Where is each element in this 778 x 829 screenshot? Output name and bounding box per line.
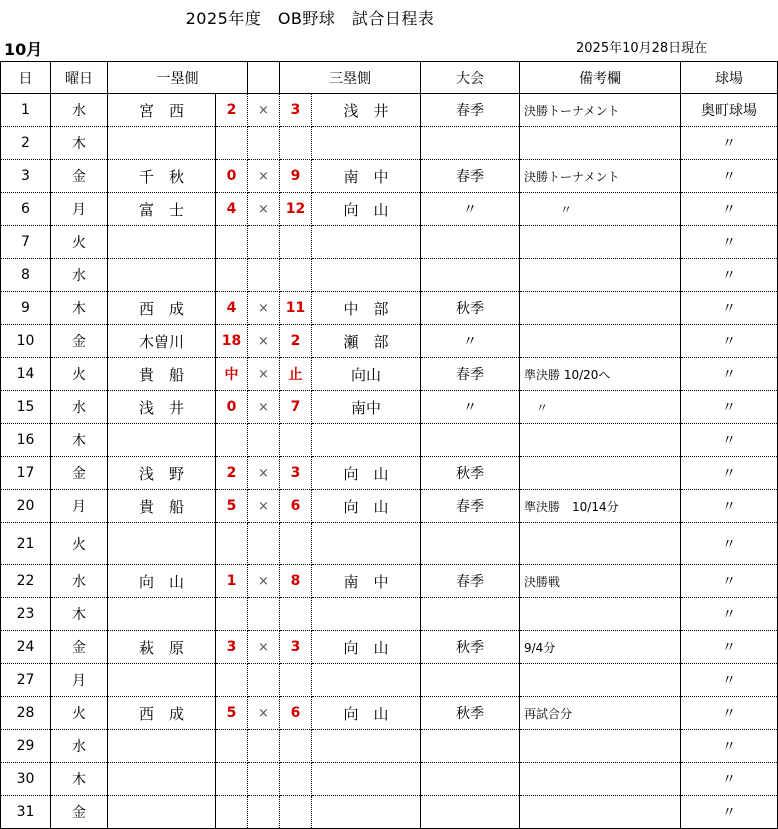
versus-mark: × xyxy=(248,697,280,730)
first-base-score: 4 xyxy=(216,292,248,325)
third-base-score: 6 xyxy=(280,697,312,730)
ballpark-cell: 〃 xyxy=(681,730,778,763)
versus-mark: × xyxy=(248,391,280,424)
first-base-team xyxy=(108,763,216,796)
third-base-score xyxy=(280,523,312,565)
third-base-score: 3 xyxy=(280,457,312,490)
table-row xyxy=(1,391,778,424)
third-base-score: 3 xyxy=(280,94,312,127)
day-cell: 3 xyxy=(1,160,51,193)
third-base-score xyxy=(280,796,312,829)
table-row xyxy=(1,631,778,664)
third-base-score: 6 xyxy=(280,490,312,523)
first-base-team xyxy=(108,664,216,697)
remarks-cell: 準決勝 10/20へ xyxy=(520,358,681,391)
first-base-score: 0 xyxy=(216,160,248,193)
header-remarks: 備考欄 xyxy=(520,62,681,94)
first-base-team xyxy=(108,127,216,160)
header-third-base: 三塁側 xyxy=(280,62,421,94)
schedule-table xyxy=(0,61,778,829)
first-base-score: 2 xyxy=(216,94,248,127)
first-base-team: 西 成 xyxy=(108,697,216,730)
weekday-cell: 水 xyxy=(51,730,108,763)
third-base-score xyxy=(280,226,312,259)
weekday-cell: 木 xyxy=(51,292,108,325)
first-base-score: 18 xyxy=(216,325,248,358)
tournament-cell: 〃 xyxy=(421,325,520,358)
first-base-score: 中 xyxy=(216,358,248,391)
versus-mark xyxy=(248,730,280,763)
weekday-cell: 金 xyxy=(51,325,108,358)
first-base-team: 富 士 xyxy=(108,193,216,226)
third-base-team: 向 山 xyxy=(312,490,421,523)
tournament-cell: 秋季 xyxy=(421,697,520,730)
tournament-cell: 秋季 xyxy=(421,292,520,325)
third-base-score xyxy=(280,127,312,160)
header-ballpark: 球場 xyxy=(681,62,778,94)
ballpark-cell: 〃 xyxy=(681,796,778,829)
table-row xyxy=(1,490,778,523)
table-row xyxy=(1,193,778,226)
table-row xyxy=(1,424,778,457)
versus-mark xyxy=(248,796,280,829)
ballpark-cell: 〃 xyxy=(681,358,778,391)
tournament-cell xyxy=(421,259,520,292)
tournament-cell xyxy=(421,763,520,796)
table-row xyxy=(1,457,778,490)
table-row xyxy=(1,358,778,391)
remarks-cell xyxy=(520,457,681,490)
versus-mark xyxy=(248,598,280,631)
third-base-team xyxy=(312,424,421,457)
tournament-cell: 秋季 xyxy=(421,457,520,490)
third-base-score: 8 xyxy=(280,565,312,598)
third-base-team: 中 部 xyxy=(312,292,421,325)
third-base-team xyxy=(312,796,421,829)
tournament-cell xyxy=(421,730,520,763)
table-row xyxy=(1,664,778,697)
remarks-cell: 決勝トーナメント xyxy=(520,94,681,127)
header-vs xyxy=(248,62,280,94)
versus-mark xyxy=(248,523,280,565)
weekday-cell: 月 xyxy=(51,664,108,697)
first-base-score: 4 xyxy=(216,193,248,226)
third-base-score xyxy=(280,424,312,457)
ballpark-cell: 〃 xyxy=(681,598,778,631)
weekday-cell: 木 xyxy=(51,424,108,457)
tournament-cell: 〃 xyxy=(421,193,520,226)
third-base-team xyxy=(312,127,421,160)
remarks-cell xyxy=(520,424,681,457)
third-base-score xyxy=(280,664,312,697)
day-cell: 10 xyxy=(1,325,51,358)
ballpark-cell: 〃 xyxy=(681,457,778,490)
table-row xyxy=(1,598,778,631)
remarks-cell: 準決勝 10/14分 xyxy=(520,490,681,523)
page-title: 2025年度 OB野球 試合日程表 xyxy=(185,9,435,28)
as-of-date: 2025年10月28日現在 xyxy=(576,41,708,56)
remarks-cell xyxy=(520,259,681,292)
versus-mark xyxy=(248,424,280,457)
table-row xyxy=(1,160,778,193)
third-base-team: 南 中 xyxy=(312,160,421,193)
weekday-cell: 火 xyxy=(51,523,108,565)
remarks-cell xyxy=(520,598,681,631)
first-base-team: 木曽川 xyxy=(108,325,216,358)
tournament-cell: 春季 xyxy=(421,565,520,598)
versus-mark: × xyxy=(248,292,280,325)
ballpark-cell: 〃 xyxy=(681,193,778,226)
table-row xyxy=(1,226,778,259)
remarks-cell xyxy=(520,226,681,259)
first-base-team xyxy=(108,796,216,829)
third-base-team xyxy=(312,763,421,796)
first-base-team xyxy=(108,730,216,763)
ballpark-cell: 奥町球場 xyxy=(681,94,778,127)
ballpark-cell: 〃 xyxy=(681,631,778,664)
versus-mark xyxy=(248,664,280,697)
first-base-score xyxy=(216,127,248,160)
weekday-cell: 木 xyxy=(51,763,108,796)
day-cell: 17 xyxy=(1,457,51,490)
remarks-cell: 9/4分 xyxy=(520,631,681,664)
first-base-team: 浅 井 xyxy=(108,391,216,424)
remarks-cell: 決勝戦 xyxy=(520,565,681,598)
third-base-team xyxy=(312,730,421,763)
first-base-score xyxy=(216,730,248,763)
first-base-team: 西 成 xyxy=(108,292,216,325)
third-base-team xyxy=(312,523,421,565)
remarks-cell xyxy=(520,292,681,325)
tournament-cell xyxy=(421,127,520,160)
third-base-team xyxy=(312,664,421,697)
versus-mark: × xyxy=(248,160,280,193)
day-cell: 14 xyxy=(1,358,51,391)
third-base-team xyxy=(312,598,421,631)
versus-mark: × xyxy=(248,94,280,127)
versus-mark xyxy=(248,127,280,160)
third-base-score: 3 xyxy=(280,631,312,664)
versus-mark: × xyxy=(248,193,280,226)
ballpark-cell: 〃 xyxy=(681,523,778,565)
tournament-cell xyxy=(421,664,520,697)
tournament-cell: 秋季 xyxy=(421,631,520,664)
header-weekday: 曜日 xyxy=(51,62,108,94)
ballpark-cell: 〃 xyxy=(681,226,778,259)
day-cell: 15 xyxy=(1,391,51,424)
third-base-team: 向山 xyxy=(312,358,421,391)
first-base-score xyxy=(216,523,248,565)
third-base-score xyxy=(280,763,312,796)
table-row xyxy=(1,523,778,565)
table-row xyxy=(1,796,778,829)
versus-mark xyxy=(248,763,280,796)
weekday-cell: 水 xyxy=(51,391,108,424)
remarks-cell xyxy=(520,523,681,565)
third-base-score: 止 xyxy=(280,358,312,391)
versus-mark: × xyxy=(248,325,280,358)
third-base-score xyxy=(280,730,312,763)
remarks-cell: 〃 xyxy=(520,193,681,226)
day-cell: 23 xyxy=(1,598,51,631)
third-base-score: 2 xyxy=(280,325,312,358)
table-row xyxy=(1,763,778,796)
tournament-cell xyxy=(421,424,520,457)
first-base-team xyxy=(108,523,216,565)
first-base-score: 1 xyxy=(216,565,248,598)
day-cell: 27 xyxy=(1,664,51,697)
ballpark-cell: 〃 xyxy=(681,292,778,325)
third-base-team: 向 山 xyxy=(312,193,421,226)
table-row xyxy=(1,325,778,358)
weekday-cell: 火 xyxy=(51,358,108,391)
remarks-cell: 再試合分 xyxy=(520,697,681,730)
schedule-body xyxy=(1,94,778,829)
first-base-team: 宮 西 xyxy=(108,94,216,127)
remarks-cell xyxy=(520,730,681,763)
versus-mark: × xyxy=(248,457,280,490)
table-row xyxy=(1,730,778,763)
ballpark-cell: 〃 xyxy=(681,697,778,730)
tournament-cell: 春季 xyxy=(421,490,520,523)
first-base-team: 向 山 xyxy=(108,565,216,598)
tournament-cell xyxy=(421,523,520,565)
first-base-team xyxy=(108,598,216,631)
day-cell: 30 xyxy=(1,763,51,796)
third-base-team: 瀬 部 xyxy=(312,325,421,358)
third-base-team: 南中 xyxy=(312,391,421,424)
table-row xyxy=(1,565,778,598)
month-label: 10月 xyxy=(4,40,43,59)
weekday-cell: 金 xyxy=(51,160,108,193)
day-cell: 20 xyxy=(1,490,51,523)
weekday-cell: 水 xyxy=(51,259,108,292)
third-base-team: 向 山 xyxy=(312,697,421,730)
first-base-score: 2 xyxy=(216,457,248,490)
third-base-score: 11 xyxy=(280,292,312,325)
remarks-cell: 決勝トーナメント xyxy=(520,160,681,193)
day-cell: 28 xyxy=(1,697,51,730)
ballpark-cell: 〃 xyxy=(681,259,778,292)
weekday-cell: 月 xyxy=(51,490,108,523)
third-base-team: 向 山 xyxy=(312,631,421,664)
ballpark-cell: 〃 xyxy=(681,391,778,424)
header-row xyxy=(1,62,778,94)
weekday-cell: 木 xyxy=(51,598,108,631)
first-base-score xyxy=(216,763,248,796)
first-base-team: 貴 船 xyxy=(108,490,216,523)
third-base-score: 12 xyxy=(280,193,312,226)
first-base-team xyxy=(108,259,216,292)
first-base-score: 3 xyxy=(216,631,248,664)
third-base-team xyxy=(312,226,421,259)
versus-mark: × xyxy=(248,631,280,664)
versus-mark xyxy=(248,259,280,292)
header-first-base: 一塁側 xyxy=(108,62,248,94)
day-cell: 31 xyxy=(1,796,51,829)
third-base-team xyxy=(312,259,421,292)
third-base-score: 7 xyxy=(280,391,312,424)
weekday-cell: 水 xyxy=(51,94,108,127)
versus-mark: × xyxy=(248,490,280,523)
day-cell: 9 xyxy=(1,292,51,325)
remarks-cell xyxy=(520,127,681,160)
weekday-cell: 木 xyxy=(51,127,108,160)
remarks-cell xyxy=(520,325,681,358)
first-base-score: 5 xyxy=(216,697,248,730)
first-base-score: 5 xyxy=(216,490,248,523)
first-base-team: 浅 野 xyxy=(108,457,216,490)
ballpark-cell: 〃 xyxy=(681,565,778,598)
table-row xyxy=(1,127,778,160)
ballpark-cell: 〃 xyxy=(681,325,778,358)
day-cell: 8 xyxy=(1,259,51,292)
versus-mark: × xyxy=(248,565,280,598)
weekday-cell: 火 xyxy=(51,697,108,730)
day-cell: 2 xyxy=(1,127,51,160)
tournament-cell xyxy=(421,598,520,631)
third-base-score xyxy=(280,598,312,631)
day-cell: 21 xyxy=(1,523,51,565)
tournament-cell xyxy=(421,796,520,829)
first-base-score xyxy=(216,598,248,631)
first-base-score xyxy=(216,664,248,697)
versus-mark xyxy=(248,226,280,259)
weekday-cell: 火 xyxy=(51,226,108,259)
header-tournament: 大会 xyxy=(421,62,520,94)
day-cell: 1 xyxy=(1,94,51,127)
table-row xyxy=(1,259,778,292)
tournament-cell: 春季 xyxy=(421,94,520,127)
day-cell: 6 xyxy=(1,193,51,226)
tournament-cell: 春季 xyxy=(421,358,520,391)
table-row xyxy=(1,94,778,127)
header-day: 日 xyxy=(1,62,51,94)
first-base-score: 0 xyxy=(216,391,248,424)
first-base-team xyxy=(108,226,216,259)
day-cell: 7 xyxy=(1,226,51,259)
weekday-cell: 月 xyxy=(51,193,108,226)
ballpark-cell: 〃 xyxy=(681,664,778,697)
day-cell: 16 xyxy=(1,424,51,457)
remarks-cell xyxy=(520,796,681,829)
weekday-cell: 水 xyxy=(51,565,108,598)
third-base-team: 浅 井 xyxy=(312,94,421,127)
ballpark-cell: 〃 xyxy=(681,127,778,160)
versus-mark: × xyxy=(248,358,280,391)
third-base-score: 9 xyxy=(280,160,312,193)
weekday-cell: 金 xyxy=(51,457,108,490)
ballpark-cell: 〃 xyxy=(681,763,778,796)
tournament-cell: 春季 xyxy=(421,160,520,193)
first-base-team: 貴 船 xyxy=(108,358,216,391)
day-cell: 29 xyxy=(1,730,51,763)
weekday-cell: 金 xyxy=(51,796,108,829)
remarks-cell xyxy=(520,664,681,697)
remarks-cell xyxy=(520,763,681,796)
first-base-team: 千 秋 xyxy=(108,160,216,193)
first-base-team xyxy=(108,424,216,457)
first-base-score xyxy=(216,259,248,292)
third-base-score xyxy=(280,259,312,292)
tournament-cell: 〃 xyxy=(421,391,520,424)
first-base-score xyxy=(216,226,248,259)
third-base-team: 南 中 xyxy=(312,565,421,598)
weekday-cell: 金 xyxy=(51,631,108,664)
remarks-cell: 〃 xyxy=(520,391,681,424)
ballpark-cell: 〃 xyxy=(681,490,778,523)
first-base-score xyxy=(216,424,248,457)
table-row xyxy=(1,697,778,730)
first-base-score xyxy=(216,796,248,829)
table-row xyxy=(1,292,778,325)
first-base-team: 萩 原 xyxy=(108,631,216,664)
day-cell: 24 xyxy=(1,631,51,664)
day-cell: 22 xyxy=(1,565,51,598)
tournament-cell xyxy=(421,226,520,259)
third-base-team: 向 山 xyxy=(312,457,421,490)
ballpark-cell: 〃 xyxy=(681,160,778,193)
ballpark-cell: 〃 xyxy=(681,424,778,457)
